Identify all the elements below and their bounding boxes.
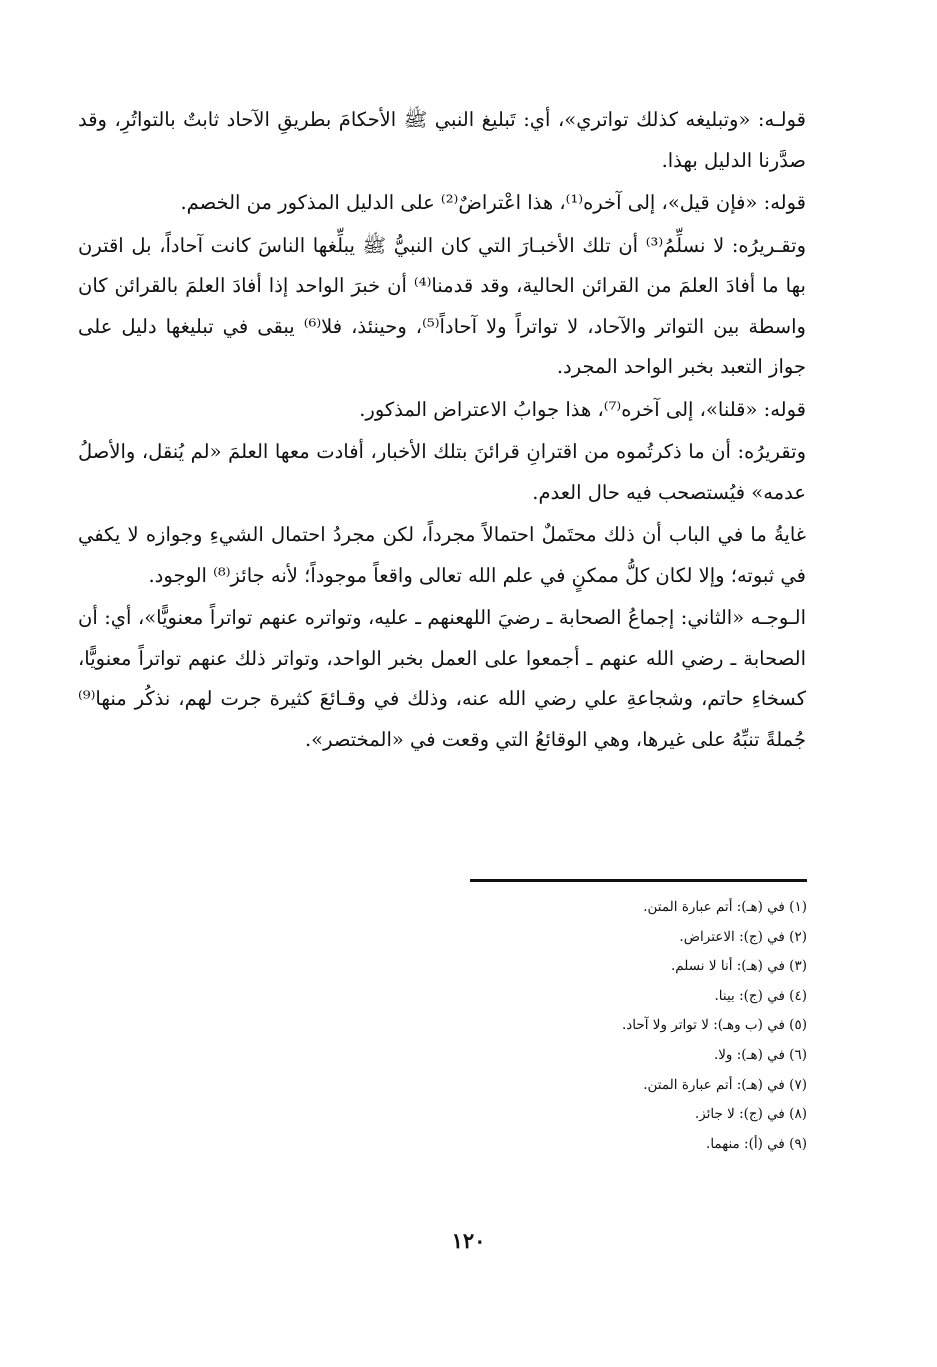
paragraph: قوله: «فإن قيل»، إلى آخره⁽¹⁾، هذا اعْتراضٌ⁽²⁾ على الدليل المذكور من الخصم. (180, 191, 806, 214)
paragraph: وتقـريرُه: لا نسلِّمُ⁽³⁾ أن تلك الأخبـارَ التي كان النبيُّ ﷺ يبلِّغها الناسَ كانت آحاداً، بل اقترن بها ما أفادَ العلمَ من القرائن الحالية، وقد قدمنا⁽⁴⁾ أن خبرَ الواحد إذا أفادَ العلمَ بالقرائن كان واسطة بين التواتر والآحاد، لا تواتراً ولا آحاداً⁽⁵⁾، وحينئذ، فلا⁽⁶⁾ يبقى في تبليغها دليل على جواز التعبد بخبر الواحد المجرد. (78, 233, 806, 378)
footnote: (١) في (هـ): أتم عبارة المتن. (643, 899, 807, 915)
footnote: (٣) في (هـ): أنا لا نسلم. (671, 958, 807, 975)
paragraph: قوله: «قلنا»، إلى آخره⁽⁷⁾، هذا جوابُ الاعتراض المذكور. (359, 397, 806, 421)
footnote: (٢) في (ج): الاعتراض. (679, 928, 807, 945)
footnote: (٨) في (ج): لا جائز. (694, 1106, 807, 1123)
page-number: ١٢٠ (451, 1228, 486, 1253)
footnote: (٥) في (ب وهـ): لا تواتر ولا آحاد. (621, 1017, 807, 1034)
footnote: (٧) في (هـ): أتم عبارة المتن. (643, 1076, 807, 1093)
main-text (78, 100, 806, 760)
footnote: (٩) في (أ): منهما. (706, 1135, 807, 1152)
paragraph: غايةُ ما في الباب أن ذلك محتَملٌ احتمالاً مجرداً، لكن مجردُ احتمال الشيءِ وجوازه لا يكفي في ثبوته؛ وإلا لكان كلُّ ممكنٍ في علم الله تعالى واقعاً موجوداً؛ لأنه جائز⁽⁸⁾ الوجود. (78, 523, 806, 587)
paragraph: وتقريرُه: أن ما ذكرتُموه من اقترانِ قرائنَ بتلك الأخبار، أفادت معها العلمَ «لم يُنقل، والأصلُ عدمه» فيُستصحب فيه حال العدم. (78, 440, 806, 504)
paragraph: قولـه: «وتبليغه كذلك تواتري»، أي: تَبليغ النبي ﷺ الأحكامَ بطريقِ الآحاد ثابتٌ بالتواتُرِ، وقد صدَّرنا الدليل بهذا. (78, 108, 806, 172)
paragraph: الـوجـه «الثاني: إجماعُ الصحابة ـ رضيَ اللهعنهم ـ عليه، وتواتره عنهم تواتراً معنويًّا»، أي: أن الصحابة ـ رضي الله عنهم ـ أجمعوا على العمل بخبر الواحد، وتواتر ذلك عنهم تواتراً معنويًّا، كسخاءِ حاتم، وشجاعةِ علي رضي الله عنه، وذلك في وقـائعَ كثيرة جرت لهم، نذكُر منها⁽⁹⁾ جُملةً تنبِّهُ على غيرها، وهي الوقائعُ التي وقعت في «المختصر». (78, 606, 806, 751)
footnote: (٤) في (ج): بينا. (714, 987, 807, 1004)
footnote: (٦) في (هـ): ولا. (713, 1046, 807, 1063)
footnote-separator (470, 879, 807, 882)
footnotes (470, 893, 807, 1159)
